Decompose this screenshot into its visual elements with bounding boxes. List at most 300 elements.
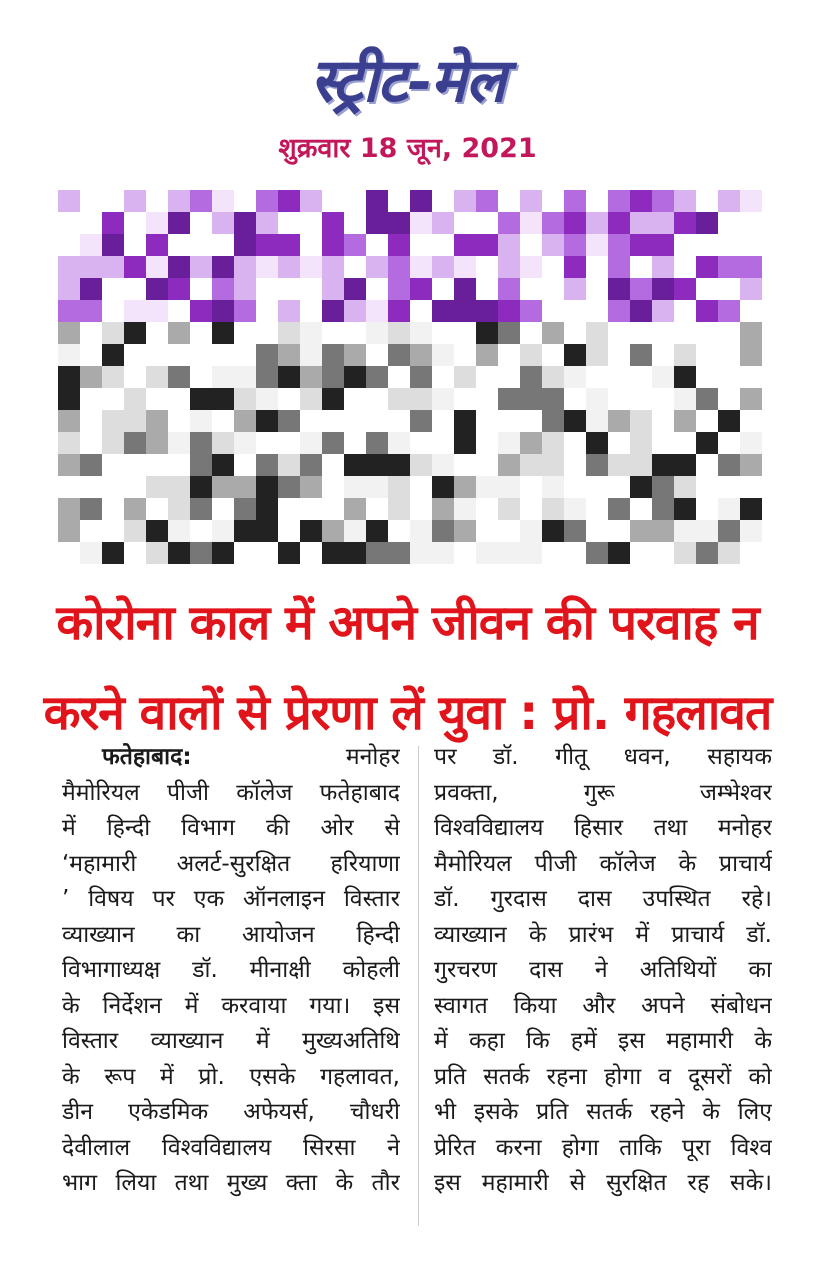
redaction-pixel [564,256,586,278]
redaction-pixel [102,366,124,388]
redaction-pixel [432,300,454,322]
redaction-pixel [652,454,674,476]
redaction-pixel [124,520,146,542]
article-line: के रूप में प्रो. एसके गहलावत, [62,1063,400,1090]
redaction-pixel [344,476,366,498]
redaction-pixel [410,212,432,234]
redaction-pixel [564,344,586,366]
redaction-pixel [256,498,278,520]
redaction-pixel [454,190,476,212]
redaction-pixel [124,322,146,344]
redaction-pixel [102,344,124,366]
redaction-pixel [300,190,322,212]
redaction-pixel [410,542,432,564]
redaction-pixel [190,432,212,454]
redaction-pixel [740,278,762,300]
redaction-pixel [498,432,520,454]
redaction-pixel [630,454,652,476]
redaction-pixel [146,300,168,322]
redaction-pixel [234,256,256,278]
redaction-pixel [344,300,366,322]
redaction-pixel [454,256,476,278]
redaction-pixel [674,366,696,388]
redaction-pixel [498,278,520,300]
redaction-pixel [322,520,344,542]
redaction-pixel [454,520,476,542]
redaction-pixel [432,520,454,542]
redaction-pixel [652,520,674,542]
redaction-pixel [608,256,630,278]
redaction-pixel [454,476,476,498]
redaction-pixel [146,476,168,498]
redaction-pixel [564,498,586,520]
redaction-pixel [542,212,564,234]
redaction-pixel [300,520,322,542]
redaction-pixel [718,498,740,520]
redaction-pixel [212,542,234,564]
article-place: फतेहाबाद: [102,744,192,770]
redaction-pixel [674,410,696,432]
redaction-pixel [476,300,498,322]
redaction-pixel [146,212,168,234]
redaction-pixel [652,278,674,300]
redaction-pixel [696,212,718,234]
redaction-pixel [608,212,630,234]
redaction-pixel [322,234,344,256]
redaction-pixel [146,432,168,454]
redaction-pixel [80,278,102,300]
redaction-pixel [256,256,278,278]
redaction-pixel [124,388,146,410]
redaction-pixel [58,410,80,432]
redaction-pixel [630,432,652,454]
redaction-pixel [212,190,234,212]
redaction-pixel [146,256,168,278]
redaction-pixel [102,432,124,454]
redaction-pixel [102,256,124,278]
redaction-pixel [476,322,498,344]
redaction-pixel [410,366,432,388]
redaction-pixel [740,498,762,520]
redaction-pixel [564,190,586,212]
redaction-pixel [234,410,256,432]
redaction-pixel [652,256,674,278]
redaction-pixel [278,234,300,256]
masthead-title: स्ट्रीट-मेल [310,46,505,116]
redaction-pixel [146,520,168,542]
redaction-pixel [520,256,542,278]
redaction-pixel [388,388,410,410]
redaction-pixel [740,344,762,366]
redaction-pixel [652,366,674,388]
redaction-pixel [542,322,564,344]
redaction-pixel [124,300,146,322]
redaction-pixel [58,498,80,520]
article-line: देवीलाल विश्वविद्यालय सिरसा ने [62,1134,400,1161]
redaction-pixel [410,454,432,476]
redaction-pixel [520,212,542,234]
redaction-pixel [102,212,124,234]
redaction-pixel [300,344,322,366]
redaction-pixel [388,234,410,256]
redaction-pixel [256,366,278,388]
redaction-pixel [454,432,476,454]
redaction-pixel [432,454,454,476]
redaction-pixel [432,498,454,520]
redaction-pixel [124,410,146,432]
redaction-pixel [696,542,718,564]
redaction-pixel [212,476,234,498]
article-line: व्याख्यान के प्रारंभ में प्राचार्य डॉ. [434,921,772,948]
article-line: स्वागत किया और अपने संबोधन [434,992,772,1019]
redaction-pixel [168,366,190,388]
redaction-pixel [322,212,344,234]
redaction-pixel [498,454,520,476]
redaction-pixel [432,212,454,234]
redaction-pixel [564,410,586,432]
redaction-pixel [674,212,696,234]
column-divider [418,746,419,1226]
redaction-pixel [80,498,102,520]
redaction-pixel [652,498,674,520]
redaction-pixel [278,366,300,388]
redaction-pixel [124,432,146,454]
redaction-pixel [300,366,322,388]
redaction-pixel [344,498,366,520]
article-line: में हिन्दी विभाग की ओर से [62,815,400,841]
redaction-pixel [696,300,718,322]
redaction-pixel [586,212,608,234]
redaction-pixel [674,190,696,212]
redaction-pixel [234,300,256,322]
redaction-pixel [740,388,762,410]
article-column-right [434,740,772,1202]
redaction-pixel [300,454,322,476]
redaction-pixel [234,234,256,256]
redaction-pixel [498,234,520,256]
redaction-pixel [146,234,168,256]
redaction-pixel [256,476,278,498]
redaction-pixel [322,388,344,410]
redaction-pixel [410,278,432,300]
redaction-pixel [256,388,278,410]
redaction-pixel [520,344,542,366]
redaction-pixel [322,542,344,564]
redaction-pixel [586,234,608,256]
redaction-pixel [278,256,300,278]
redaction-pixel [366,454,388,476]
redaction-pixel [256,454,278,476]
redaction-pixel [674,388,696,410]
redaction-pixel [608,542,630,564]
redaction-pixel [190,190,212,212]
redaction-pixel [740,256,762,278]
redaction-pixel [212,366,234,388]
redaction-pixel [410,410,432,432]
redaction-pixel [630,300,652,322]
redaction-pixel [146,410,168,432]
redaction-pixel [190,498,212,520]
redaction-pixel [366,476,388,498]
redaction-pixel [608,454,630,476]
redaction-pixel [366,322,388,344]
redaction-pixel [476,234,498,256]
redaction-pixel [58,454,80,476]
redaction-pixel [212,520,234,542]
redaction-pixel [80,300,102,322]
redaction-pixel [520,366,542,388]
redaction-pixel [630,212,652,234]
redaction-pixel [58,344,80,366]
redaction-pixel [388,476,410,498]
redaction-pixel [542,454,564,476]
redaction-pixel [498,212,520,234]
redaction-pixel [476,542,498,564]
redaction-pixel [608,410,630,432]
redaction-pixel [454,498,476,520]
redaction-pixel [190,388,212,410]
article-line: व्याख्यान का आयोजन हिन्दी [62,921,400,948]
redaction-pixel [630,520,652,542]
redaction-pixel [498,498,520,520]
redaction-pixel [740,454,762,476]
redaction-pixel [278,190,300,212]
redaction-pixel [80,256,102,278]
redaction-pixel [234,498,256,520]
redaction-pixel [58,322,80,344]
redaction-pixel [740,520,762,542]
redaction-pixel [58,300,80,322]
redaction-pixel [520,454,542,476]
redaction-pixel [366,520,388,542]
redaction-pixel [322,300,344,322]
article-line: विस्तार व्याख्यान में मुख्यअतिथि [62,1028,400,1054]
redaction-pixel [520,542,542,564]
redaction-pixel [388,300,410,322]
redaction-pixel [586,432,608,454]
redaction-pixel [278,344,300,366]
redaction-pixel [498,256,520,278]
redaction-pixel [58,520,80,542]
redaction-pixel [300,322,322,344]
headline-line-2: करने वालों से प्रेरणा लें युवा : प्रो. गहलावत [43,685,772,741]
article-line: विश्वविद्यालय हिसार तथा मनोहर [434,815,772,841]
redaction-pixel [168,322,190,344]
redaction-pixel [300,476,322,498]
redaction-pixel [630,410,652,432]
redaction-pixel [234,520,256,542]
redaction-pixel [58,256,80,278]
redaction-pixel [542,520,564,542]
redaction-pixel [740,190,762,212]
redaction-pixel [366,256,388,278]
redaction-pixel [498,300,520,322]
redaction-pixel [454,300,476,322]
redaction-pixel [498,388,520,410]
redaction-pixel [674,454,696,476]
redaction-pixel [520,432,542,454]
redaction-pixel [542,388,564,410]
article-line: प्रवक्ता, गुरू जम्भेश्वर [434,779,772,806]
redaction-pixel [344,366,366,388]
redaction-pixel [740,432,762,454]
redaction-pixel [146,366,168,388]
redaction-pixel [652,476,674,498]
redaction-pixel [630,278,652,300]
article-line: भी इसके प्रति सतर्क रहने के लिए [434,1099,772,1125]
redaction-pixel [410,388,432,410]
redaction-pixel [278,322,300,344]
redaction-pixel [718,190,740,212]
redaction-pixel [718,542,740,564]
redaction-pixel [520,190,542,212]
redaction-pixel [542,366,564,388]
redaction-pixel [124,498,146,520]
redaction-pixel [674,476,696,498]
redaction-pixel [388,498,410,520]
redaction-pixel [542,498,564,520]
redaction-pixel [388,542,410,564]
redaction-pixel [630,476,652,498]
redaction-pixel [168,278,190,300]
redaction-pixel [234,388,256,410]
redaction-pixel [366,300,388,322]
article-line [62,740,400,776]
redaction-pixel [234,476,256,498]
redaction-pixel [608,234,630,256]
redaction-pixel [476,344,498,366]
redaction-pixel [300,256,322,278]
article-line: में कहा कि हमें इस महामारी के [434,1028,772,1054]
redaction-pixel [564,278,586,300]
redaction-pixel [190,300,212,322]
redaction-pixel [542,234,564,256]
redaction-pixel [432,542,454,564]
redaction-pixel [168,212,190,234]
redaction-pixel [586,344,608,366]
redaction-pixel [256,520,278,542]
redaction-pixel [80,454,102,476]
redaction-pixel [278,476,300,498]
article-line: विभागाध्यक्ष डॉ. मीनाक्षी कोहली [62,957,400,983]
redaction-pixel [652,300,674,322]
redaction-pixel [520,300,542,322]
article-column-left [62,740,400,1202]
redaction-pixel [124,190,146,212]
redaction-pixel [124,256,146,278]
redaction-pixel [256,344,278,366]
redaction-pixel [322,256,344,278]
redaction-pixel [322,432,344,454]
redaction-pixel [498,542,520,564]
redaction-pixel [322,366,344,388]
redaction-pixel [432,476,454,498]
redaction-pixel [212,256,234,278]
redaction-pixel [520,388,542,410]
headline-line-1: कोरोना काल में अपने जीवन की परवाह न [56,595,759,651]
redaction-pixel [58,190,80,212]
redaction-pixel [586,410,608,432]
redaction-pixel [630,344,652,366]
redaction-pixel [454,234,476,256]
redaction-pixel [542,476,564,498]
headline [40,578,775,758]
redaction-pixel [630,190,652,212]
redaction-pixel [168,432,190,454]
redaction-pixel [498,322,520,344]
redaction-pixel [80,542,102,564]
article-body [62,740,774,1240]
redaction-pixel [146,542,168,564]
redaction-pixel [256,190,278,212]
redaction-pixel [344,454,366,476]
redaction-pixel [58,388,80,410]
article-line: प्रेरित करना होगा ताकि पूरा विश्व [434,1134,772,1161]
redaction-pixel [388,212,410,234]
redaction-pixel [718,454,740,476]
redaction-pixel [190,476,212,498]
article-line: मैमोरियल पीजी कॉलेज फतेहाबाद [62,779,400,806]
redaction-pixel [212,300,234,322]
redaction-pixel [564,234,586,256]
redaction-pixel [388,344,410,366]
article-line: पर डॉ. गीतू धवन, सहायक [434,744,772,770]
redaction-pixel [542,410,564,432]
redaction-pixel [564,212,586,234]
redaction-pixel [322,278,344,300]
redaction-pixel [168,256,190,278]
redaction-pixel [80,366,102,388]
redaction-pixel [344,344,366,366]
redaction-pixel [102,542,124,564]
article-line: भाग लिया तथा मुख्य क्ता के तौर [62,1170,400,1196]
redaction-pixel [674,278,696,300]
redaction-pixel [58,366,80,388]
redaction-pixel [388,432,410,454]
redaction-pixel [168,190,190,212]
redaction-pixel [718,520,740,542]
redaction-pixel [652,212,674,234]
redaction-pixel [696,256,718,278]
redaction-pixel [388,454,410,476]
redaction-pixel [366,366,388,388]
redaction-pixel [718,256,740,278]
redaction-pixel [366,212,388,234]
redaction-pixel [586,454,608,476]
redaction-pixel [388,278,410,300]
redaction-pixel [146,278,168,300]
redaction-pixel [256,234,278,256]
redaction-pixel [608,190,630,212]
redaction-pixel [740,322,762,344]
redaction-pixel [366,190,388,212]
redaction-pixel [190,454,212,476]
article-line: ‘महामारी अलर्ट-सुरक्षित हरियाणा [62,850,400,877]
redaction-pixel [410,256,432,278]
article-line: के निर्देशन में करवाया गया। इस [62,992,400,1019]
redaction-pixel [168,542,190,564]
article-line: ’ विषय पर एक ऑनलाइन विस्तार [62,886,400,912]
redaction-pixel [300,432,322,454]
redaction-pixel [608,278,630,300]
redaction-pixel [168,476,190,498]
redaction-pixel [432,388,454,410]
redaction-pixel [630,234,652,256]
redaction-pixel [696,520,718,542]
redaction-pixel [586,542,608,564]
redaction-pixel [190,542,212,564]
redaction-pixel [212,388,234,410]
